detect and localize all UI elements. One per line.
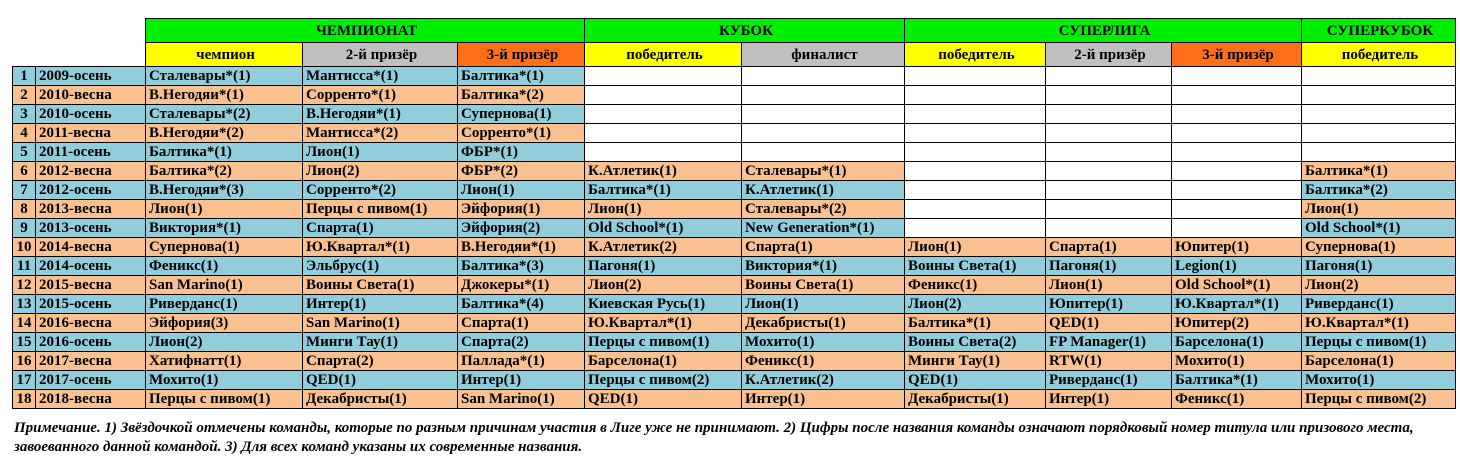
cell-supercup-winner: Балтика*(1) [1302, 162, 1456, 181]
cell-superleague-winner: QED(1) [905, 371, 1046, 390]
cell-season-number: 1 [13, 67, 36, 86]
cell-season-number: 10 [13, 238, 36, 257]
cell-season: 2016-осень [36, 333, 146, 352]
cell-supercup-winner: Перцы с пивом(1) [1302, 333, 1456, 352]
cell-superleague-winner: Воины Света(2) [905, 333, 1046, 352]
cell-superleague-second: Интер(1) [1046, 390, 1172, 409]
table-row [13, 105, 1456, 124]
sub-header-cup-finalist: финалист [742, 43, 905, 67]
table-row [13, 200, 1456, 219]
cell-second-place: Воины Света(1) [303, 276, 458, 295]
cell-second-place: Эльбрус(1) [303, 257, 458, 276]
cell-supercup-winner: Old School*(1) [1302, 219, 1456, 238]
cell-supercup-winner [1302, 143, 1456, 162]
cell-superleague-winner: Минги Тау(1) [905, 352, 1046, 371]
cell-cup-finalist: Мохито(1) [742, 333, 905, 352]
cell-season-number: 17 [13, 371, 36, 390]
cell-third-place: Супернова(1) [458, 105, 585, 124]
cell-second-place: Мантисса*(1) [303, 67, 458, 86]
table-row [13, 390, 1456, 409]
cell-cup-winner: Барселона(1) [585, 352, 742, 371]
cell-champion: Эйфория(3) [146, 314, 303, 333]
table-row [13, 162, 1456, 181]
group-header-cup: КУБОК [585, 19, 905, 43]
cell-cup-winner: Лион(2) [585, 276, 742, 295]
cell-superleague-third [1172, 162, 1302, 181]
cell-season-number: 6 [13, 162, 36, 181]
sub-header-second: 2-й призёр [303, 43, 458, 67]
cell-season: 2015-весна [36, 276, 146, 295]
sub-header-sc-winner: победитель [1302, 43, 1456, 67]
cell-cup-finalist: Лион(1) [742, 295, 905, 314]
cell-champion: Риверданс(1) [146, 295, 303, 314]
cell-champion: Виктория*(1) [146, 219, 303, 238]
cell-superleague-third [1172, 124, 1302, 143]
cell-season: 2011-осень [36, 143, 146, 162]
cell-third-place: Балтика*(3) [458, 257, 585, 276]
cell-superleague-winner: Балтика*(1) [905, 314, 1046, 333]
table-row [13, 124, 1456, 143]
cell-cup-winner: Ю.Квартал*(1) [585, 314, 742, 333]
cell-cup-winner: Пагоня(1) [585, 257, 742, 276]
cell-season-number: 11 [13, 257, 36, 276]
cell-champion: Балтика*(2) [146, 162, 303, 181]
cell-third-place: Сорренто*(1) [458, 124, 585, 143]
cell-second-place: Спарта(2) [303, 352, 458, 371]
table-row [13, 67, 1456, 86]
cell-third-place: Эйфория(2) [458, 219, 585, 238]
cell-third-place: Паллада*(1) [458, 352, 585, 371]
cell-superleague-second [1046, 86, 1172, 105]
cell-cup-finalist [742, 67, 905, 86]
table-row [13, 143, 1456, 162]
cell-second-place: Декабристы(1) [303, 390, 458, 409]
cell-cup-winner [585, 143, 742, 162]
cell-third-place: Спарта(2) [458, 333, 585, 352]
cell-cup-winner [585, 67, 742, 86]
cell-superleague-second: RTW(1) [1046, 352, 1172, 371]
cell-superleague-second [1046, 124, 1172, 143]
cell-season-number: 5 [13, 143, 36, 162]
cell-champion: Перцы с пивом(1) [146, 390, 303, 409]
cell-superleague-winner: Декабристы(1) [905, 390, 1046, 409]
table-row [13, 371, 1456, 390]
standings-table [12, 18, 1456, 409]
cell-superleague-winner [905, 200, 1046, 219]
cell-superleague-second: Риверданс(1) [1046, 371, 1172, 390]
cell-second-place: Мантисса*(2) [303, 124, 458, 143]
cell-cup-finalist: Сталевары*(1) [742, 162, 905, 181]
cell-champion: Сталевары*(2) [146, 105, 303, 124]
cell-superleague-second: Пагоня(1) [1046, 257, 1172, 276]
cell-third-place: Лион(1) [458, 181, 585, 200]
cell-supercup-winner: Балтика*(2) [1302, 181, 1456, 200]
cell-superleague-third [1172, 143, 1302, 162]
cell-season: 2009-осень [36, 67, 146, 86]
table-row [13, 219, 1456, 238]
cell-season: 2012-осень [36, 181, 146, 200]
group-header-supercup: СУПЕРКУБОК [1302, 19, 1456, 43]
cell-season-number: 8 [13, 200, 36, 219]
cell-supercup-winner [1302, 105, 1456, 124]
cell-superleague-second: Юпитер(1) [1046, 295, 1172, 314]
cell-cup-winner: Перцы с пивом(2) [585, 371, 742, 390]
cell-champion: Хатифнатт(1) [146, 352, 303, 371]
cell-champion: Супернова(1) [146, 238, 303, 257]
group-header-superleague: СУПЕРЛИГА [905, 19, 1302, 43]
cell-second-place: Ю.Квартал*(1) [303, 238, 458, 257]
cell-superleague-winner [905, 124, 1046, 143]
cell-superleague-third: Legion(1) [1172, 257, 1302, 276]
cell-superleague-winner [905, 67, 1046, 86]
cell-superleague-third [1172, 105, 1302, 124]
cell-cup-winner: К.Атлетик(1) [585, 162, 742, 181]
cell-cup-finalist: Спарта(1) [742, 238, 905, 257]
cell-superleague-winner [905, 219, 1046, 238]
cell-second-place: Сорренто*(2) [303, 181, 458, 200]
corner-blank [13, 43, 146, 67]
footnote: Примечание. 1) Звёздочкой отмечены команды, которые по разным причинам участия в Лиге уже не принимают. 2) Цифры после названия команды означают порядковый номер титула или призового места, завоеванного данной командой. 3) Для всех команд указаны их современные названия. [14, 420, 1414, 455]
cell-cup-finalist: Виктория*(1) [742, 257, 905, 276]
cell-season-number: 2 [13, 86, 36, 105]
cell-second-place: Лион(2) [303, 162, 458, 181]
cell-cup-finalist: Интер(1) [742, 390, 905, 409]
cell-cup-winner: Old School*(1) [585, 219, 742, 238]
cell-cup-finalist: New Generation*(1) [742, 219, 905, 238]
cell-cup-finalist [742, 86, 905, 105]
cell-supercup-winner: Мохито(1) [1302, 371, 1456, 390]
cell-supercup-winner: Ю.Квартал*(1) [1302, 314, 1456, 333]
cell-superleague-second [1046, 143, 1172, 162]
sub-header-sl-third: 3-й призёр [1172, 43, 1302, 67]
cell-second-place: Спарта(1) [303, 219, 458, 238]
cell-superleague-third: Old School*(1) [1172, 276, 1302, 295]
cell-cup-finalist [742, 105, 905, 124]
cell-third-place: Джокеры*(1) [458, 276, 585, 295]
cell-cup-winner [585, 86, 742, 105]
cell-supercup-winner [1302, 86, 1456, 105]
cell-supercup-winner: Риверданс(1) [1302, 295, 1456, 314]
cell-superleague-winner [905, 181, 1046, 200]
cell-superleague-second [1046, 181, 1172, 200]
cell-superleague-winner [905, 162, 1046, 181]
table-row [13, 181, 1456, 200]
cell-third-place: В.Негодяи*(1) [458, 238, 585, 257]
cell-cup-finalist: Воины Света(1) [742, 276, 905, 295]
cell-supercup-winner: Перцы с пивом(2) [1302, 390, 1456, 409]
cell-champion: В.Негодяи*(3) [146, 181, 303, 200]
table-row [13, 238, 1456, 257]
cell-season-number: 16 [13, 352, 36, 371]
sub-header-sl-winner: победитель [905, 43, 1046, 67]
cell-superleague-third: Ю.Квартал*(1) [1172, 295, 1302, 314]
cell-second-place: San Marino(1) [303, 314, 458, 333]
cell-third-place: Балтика*(4) [458, 295, 585, 314]
cell-superleague-third [1172, 219, 1302, 238]
cell-third-place: Спарта(1) [458, 314, 585, 333]
sub-header-champion: чемпион [146, 43, 303, 67]
cell-supercup-winner: Лион(2) [1302, 276, 1456, 295]
cell-third-place: San Marino(1) [458, 390, 585, 409]
cell-superleague-second: Спарта(1) [1046, 238, 1172, 257]
cell-superleague-winner [905, 86, 1046, 105]
cell-superleague-winner: Воины Света(1) [905, 257, 1046, 276]
cell-season-number: 14 [13, 314, 36, 333]
cell-season-number: 18 [13, 390, 36, 409]
cell-season: 2013-весна [36, 200, 146, 219]
table-row [13, 295, 1456, 314]
cell-superleague-second [1046, 200, 1172, 219]
cell-superleague-third [1172, 181, 1302, 200]
cell-superleague-winner: Лион(1) [905, 238, 1046, 257]
cell-cup-finalist: Декабристы(1) [742, 314, 905, 333]
cell-cup-finalist: К.Атлетик(1) [742, 181, 905, 200]
cell-cup-winner: К.Атлетик(2) [585, 238, 742, 257]
table-row [13, 257, 1456, 276]
cell-superleague-third: Балтика*(1) [1172, 371, 1302, 390]
cell-superleague-third: Барселона(1) [1172, 333, 1302, 352]
cell-third-place: Балтика*(1) [458, 67, 585, 86]
cell-cup-winner: QED(1) [585, 390, 742, 409]
cell-season-number: 4 [13, 124, 36, 143]
cell-champion: Мохито(1) [146, 371, 303, 390]
cell-champion: San Marino(1) [146, 276, 303, 295]
cell-season-number: 7 [13, 181, 36, 200]
cell-supercup-winner: Барселона(1) [1302, 352, 1456, 371]
cell-season: 2017-весна [36, 352, 146, 371]
table-row [13, 314, 1456, 333]
cell-cup-winner: Балтика*(1) [585, 181, 742, 200]
cell-superleague-winner: Феникс(1) [905, 276, 1046, 295]
group-header-championship: ЧЕМПИОНАТ [146, 19, 585, 43]
cell-season-number: 12 [13, 276, 36, 295]
cell-season: 2012-весна [36, 162, 146, 181]
cell-superleague-second [1046, 219, 1172, 238]
cell-season: 2010-весна [36, 86, 146, 105]
cell-superleague-third: Феникс(1) [1172, 390, 1302, 409]
cell-season: 2014-весна [36, 238, 146, 257]
cell-cup-finalist: Сталевары*(2) [742, 200, 905, 219]
sub-header-sl-second: 2-й призёр [1046, 43, 1172, 67]
cell-third-place: Балтика*(2) [458, 86, 585, 105]
cell-supercup-winner [1302, 124, 1456, 143]
table-row [13, 276, 1456, 295]
sub-header-row [13, 43, 1456, 67]
cell-superleague-winner: Лион(2) [905, 295, 1046, 314]
cell-champion: Феникс(1) [146, 257, 303, 276]
cell-superleague-third: Мохито(1) [1172, 352, 1302, 371]
cell-cup-finalist: К.Атлетик(2) [742, 371, 905, 390]
cell-season: 2014-осень [36, 257, 146, 276]
cell-cup-winner: Киевская Русь(1) [585, 295, 742, 314]
cell-champion: В.Негодяи*(1) [146, 86, 303, 105]
cell-season: 2011-весна [36, 124, 146, 143]
cell-season: 2016-весна [36, 314, 146, 333]
cell-supercup-winner: Лион(1) [1302, 200, 1456, 219]
cell-superleague-third: Юпитер(2) [1172, 314, 1302, 333]
cell-second-place: Перцы с пивом(1) [303, 200, 458, 219]
cell-supercup-winner: Супернова(1) [1302, 238, 1456, 257]
cell-superleague-winner [905, 105, 1046, 124]
cell-second-place: Минги Тау(1) [303, 333, 458, 352]
cell-season-number: 9 [13, 219, 36, 238]
cell-superleague-second [1046, 67, 1172, 86]
table-row [13, 333, 1456, 352]
cell-cup-winner: Перцы с пивом(1) [585, 333, 742, 352]
cell-third-place: ФБР*(1) [458, 143, 585, 162]
cell-second-place: QED(1) [303, 371, 458, 390]
table-row [13, 352, 1456, 371]
cell-second-place: Сорренто*(1) [303, 86, 458, 105]
cell-superleague-third: Юпитер(1) [1172, 238, 1302, 257]
cell-third-place: ФБР*(2) [458, 162, 585, 181]
cell-season: 2015-осень [36, 295, 146, 314]
cell-season: 2017-осень [36, 371, 146, 390]
cell-cup-winner: Лион(1) [585, 200, 742, 219]
cell-cup-finalist [742, 143, 905, 162]
table-row [13, 86, 1456, 105]
cell-superleague-third [1172, 200, 1302, 219]
cell-third-place: Интер(1) [458, 371, 585, 390]
cell-season: 2018-весна [36, 390, 146, 409]
cell-second-place: Лион(1) [303, 143, 458, 162]
sub-header-cup-winner: победитель [585, 43, 742, 67]
cell-cup-finalist [742, 124, 905, 143]
cell-superleague-second: Лион(1) [1046, 276, 1172, 295]
cell-supercup-winner: Пагоня(1) [1302, 257, 1456, 276]
cell-champion: Сталевары*(1) [146, 67, 303, 86]
cell-season-number: 13 [13, 295, 36, 314]
cell-cup-winner [585, 105, 742, 124]
cell-superleague-third [1172, 67, 1302, 86]
sub-header-third: 3-й призёр [458, 43, 585, 67]
cell-superleague-second: FP Manager(1) [1046, 333, 1172, 352]
cell-superleague-second: QED(1) [1046, 314, 1172, 333]
cell-season: 2010-осень [36, 105, 146, 124]
corner-blank [13, 19, 146, 43]
cell-cup-finalist: Феникс(1) [742, 352, 905, 371]
table-body [13, 19, 1456, 409]
cell-cup-winner [585, 124, 742, 143]
cell-champion: Балтика*(1) [146, 143, 303, 162]
cell-season: 2013-осень [36, 219, 146, 238]
cell-champion: В.Негодяи*(2) [146, 124, 303, 143]
cell-second-place: В.Негодяи*(1) [303, 105, 458, 124]
cell-superleague-second [1046, 105, 1172, 124]
cell-second-place: Интер(1) [303, 295, 458, 314]
cell-supercup-winner [1302, 67, 1456, 86]
cell-superleague-winner [905, 143, 1046, 162]
cell-superleague-third [1172, 86, 1302, 105]
cell-superleague-second [1046, 162, 1172, 181]
group-header-row [13, 19, 1456, 43]
cell-season-number: 3 [13, 105, 36, 124]
cell-champion: Лион(1) [146, 200, 303, 219]
cell-champion: Лион(2) [146, 333, 303, 352]
cell-season-number: 15 [13, 333, 36, 352]
cell-third-place: Эйфория(1) [458, 200, 585, 219]
